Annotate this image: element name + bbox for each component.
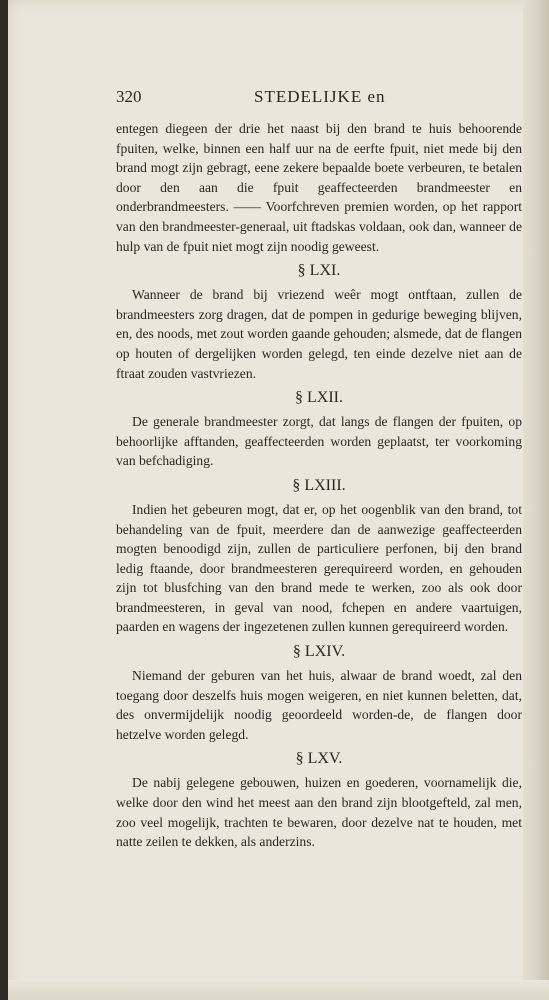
paragraph: entegen diegeen der drie het naast bij den brand te huis behoorende fpuiten, welke, binnen een half uur na de eerfte fpuit, niet mede bij den brand mogt zijn gebragt, eene zekere bepaalde boete verbeuren, te betalen door den aan die fpuit geaffecteerden brandmeester en onderbrandmeesters. —— Voorfchreven premien worden, op het rapport van den brandmeester-generaal, uit ftadskas voldaan, ook dan, wanneer de hulp van de fpuit niet mogt zijn noodig geweest. [116, 121, 522, 254]
book-page [8, 0, 549, 1000]
section-heading: § LXI. [297, 262, 341, 280]
page-bottom-edge [8, 980, 549, 1000]
running-head: STEDELIJKE en [254, 87, 386, 106]
text-block [116, 119, 522, 852]
paragraph: De generale brandmeester zorgt, dat langs de flangen der fpuiten, op behoorlijke afftanden, geaffecteerden worden geplaatst, ter voorkoming van befchadiging. [116, 414, 522, 469]
section-heading: § LXV. [295, 750, 343, 768]
paragraph: Indien het gebeuren mogt, dat er, op het oogenblik van den brand, tot behandeling van de fpuit, meerdere dan de aanwezige geaffecteerden mogten benoodigd zijn, zullen de particuliere perfonen, bij den brand ledig ftaande, door brandmeesteren gerequireerd worden, en gehouden zijn tot blusfching van den brand mede te werken, zoo als ook door brandmeesteren, in geval van nood, fchepen en andere vaartuigen, paarden en wagens der ingezetenen zullen kunnen gerequireerd worden. [116, 501, 522, 635]
section-heading: § LXIV. [292, 643, 346, 661]
section-heading: § LXIII. [292, 476, 346, 494]
paragraph: Wanneer de brand bij vriezend weêr mogt ontftaan, zullen de brandmeesters zorg dragen, dat de pompen in gedurige beweging blijven, en, des noods, met zout worden gaande gehouden; alsmede, dat de flangen op houten of dergelijken worden gelegd, ten einde dezelve niet aan de ftraat zouden vastvriezen. [116, 287, 522, 381]
page-header [116, 87, 526, 109]
paragraph: Niemand der geburen van het huis, alwaar de brand woedt, zal den toegang door deszelfs huis mogen weigeren, en niet kunnen beletten, dat, des onvermijdelijk noodig geoordeeld worden-de, de flangen door hetzelve worden gelegd. [116, 668, 522, 742]
page-edge [523, 0, 549, 1000]
page-number: 320 [116, 87, 142, 106]
section-heading: § LXII. [295, 389, 343, 407]
paragraph: De nabij gelegene gebouwen, huizen en goederen, voornamelijk die, welke door den wind het meest aan den brand zijn blootgefteld, zal men, zoo veel mogelijk, trachten te bewaren, door dezelve nat te houden, met natte zeilen te dekken, als anderzins. [116, 775, 522, 850]
